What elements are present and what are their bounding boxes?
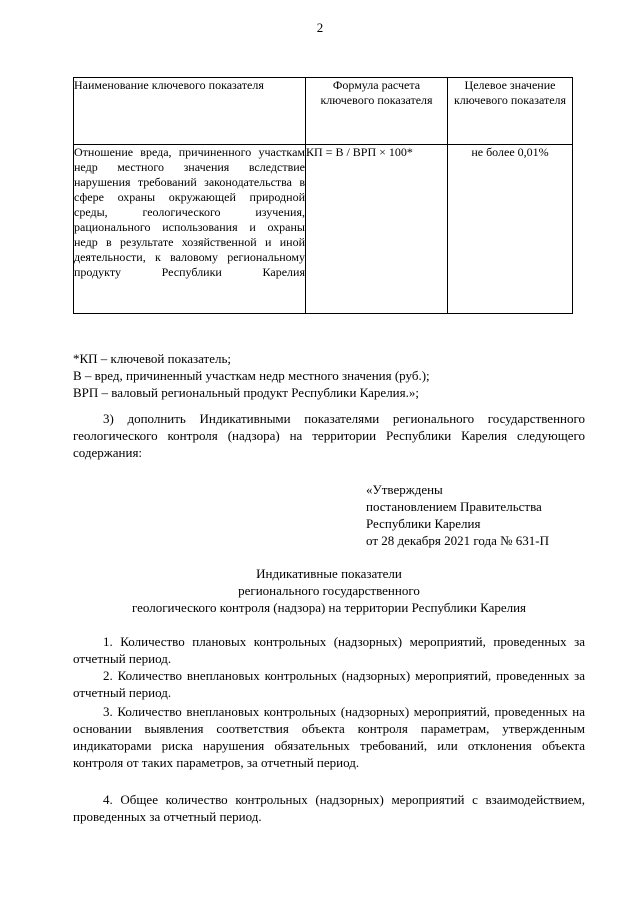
list-item: 4. Общее количество контрольных (надзорных) мероприятий с взаимодействием, проведенных за отчетный период.	[73, 792, 585, 824]
title-line: Индикативные показатели	[256, 566, 402, 581]
header-indicator-name: Наименование ключевого показателя	[74, 78, 306, 145]
table-row	[74, 145, 573, 314]
approval-line: Республики Карелия	[366, 516, 481, 531]
section-title	[73, 565, 585, 616]
table-header-row	[74, 78, 573, 145]
title-line: геологического контроля (надзора) на территории Республики Карелия	[131, 600, 527, 615]
cell-indicator-name: Отношение вреда, причиненного участкам недр местного значения вследствие нарушения требований законодательства в сфере охраны окружающей природной среды, геологического изучения, рационального использования и охраны недр в результате хозяйственной и иной деятельности, к валовому региональному продукту Республики Карелия	[74, 145, 306, 314]
list-item: 3. Количество внеплановых контрольных (надзорных) мероприятий, проведенных на основании выявления соответствия объекта контроля параметрам, утвержденным индикаторами риска нарушения обязательных требований, или отклонения объекта контроля от таких параметров, за отчетный период.	[73, 704, 585, 770]
cell-formula: КП = В / ВРП × 100*	[306, 145, 448, 314]
approval-stamp	[366, 481, 596, 549]
footnote-kp: *КП – ключевой показатель;	[73, 351, 232, 366]
list-item: 1. Количество плановых контрольных (надзорных) мероприятий, проведенных за отчетный период.	[73, 634, 585, 666]
header-target-value: Целевое значение ключевого показателя	[448, 78, 573, 145]
cell-target-value: не более 0,01%	[448, 145, 573, 314]
footnote-vrp: ВРП – валовый региональный продукт Республики Карелия.»;	[73, 385, 419, 400]
page-number: 2	[316, 20, 324, 35]
approval-line: «Утверждены	[366, 482, 443, 497]
approval-line: постановлением Правительства	[366, 499, 542, 514]
approval-line: от 28 декабря 2021 года № 631-П	[366, 533, 550, 548]
title-line: регионального государственного	[238, 583, 420, 598]
table-footnotes	[73, 350, 583, 401]
amendment-paragraph: 3) дополнить Индикативными показателями регионального государственного геологического контроля (надзора) на территории Республики Карелия следующего содержания:	[73, 411, 585, 460]
key-indicator-table	[73, 77, 573, 314]
header-formula: Формула расчета ключевого показателя	[306, 78, 448, 145]
list-item: 2. Количество внеплановых контрольных (надзорных) мероприятий, проведенных за отчетный период.	[73, 668, 585, 700]
footnote-v: В – вред, причиненный участкам недр местного значения (руб.);	[73, 368, 430, 383]
